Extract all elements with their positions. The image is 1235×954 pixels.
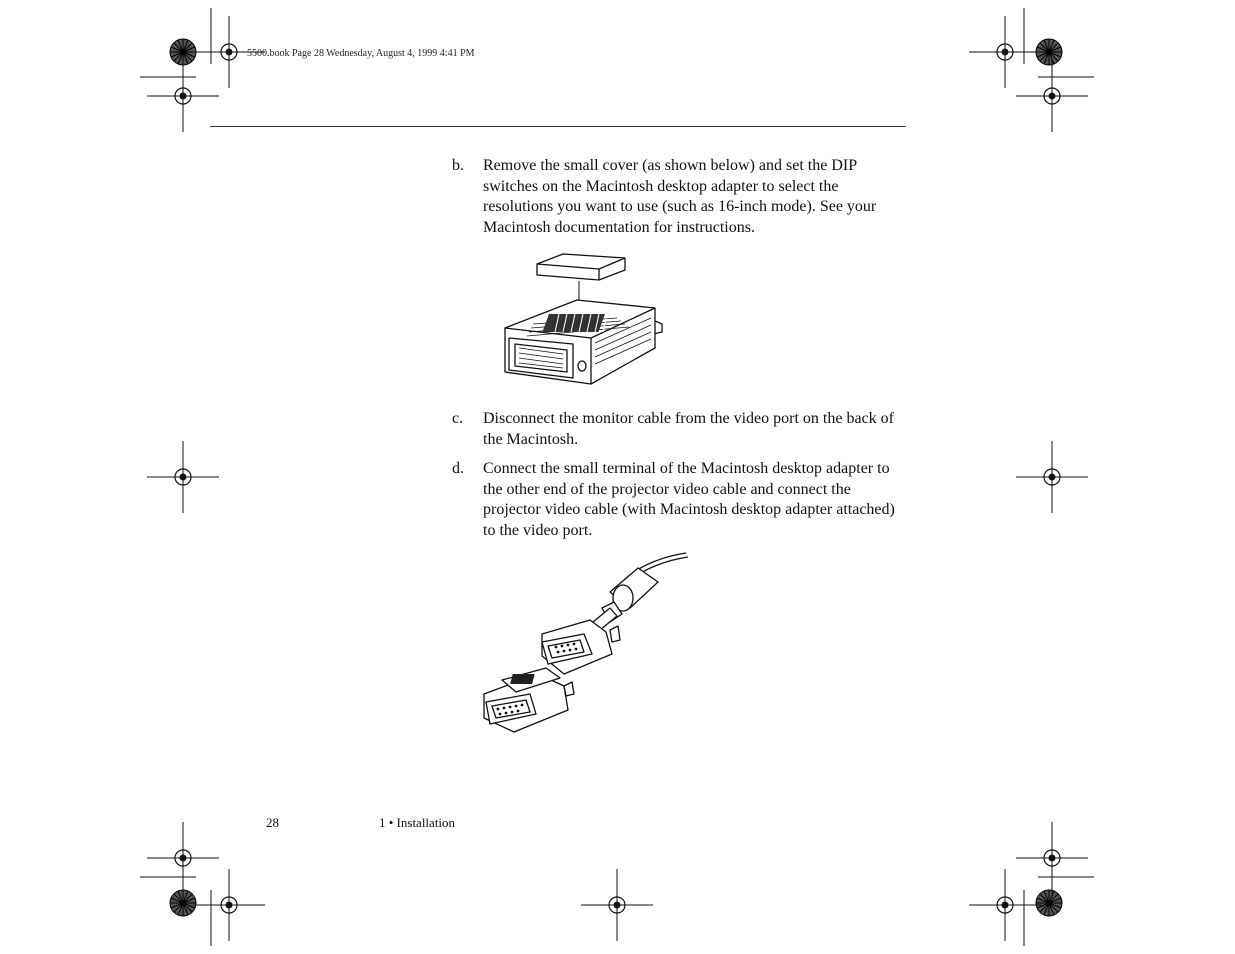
crosshair-mark	[147, 60, 219, 132]
chapter-footer: 1 • Installation	[379, 815, 456, 830]
print-slug: 5500.book Page 28 Wednesday, August 4, 1999 4:41 PM	[247, 48, 475, 59]
crosshair-mark	[1016, 822, 1088, 894]
step-label: c.	[452, 410, 464, 427]
step-label: d.	[452, 460, 464, 477]
dip-switch-adapter-illustration	[495, 248, 675, 390]
crosshair-mark	[581, 869, 653, 941]
crosshair-mark	[147, 441, 219, 513]
crosshair-mark	[969, 16, 1041, 88]
step-text: Disconnect the monitor cable from the video port on the back of the Macintosh.	[483, 410, 894, 448]
crosshair-mark	[969, 869, 1041, 941]
cable-adapter-illustration	[476, 550, 696, 736]
page-number: 28	[266, 815, 279, 830]
crosshair-mark	[1016, 441, 1088, 513]
header-rule	[210, 126, 906, 127]
step-text: Connect the small terminal of the Macintosh desktop adapter to the other end of the projector video cable and connect the projector video cable (with Macintosh desktop adapter attached) to the video port.	[483, 460, 895, 539]
step-label: b.	[452, 157, 464, 174]
crosshair-mark	[147, 822, 219, 894]
color-target-bottom-right	[1036, 890, 1062, 916]
crosshair-mark	[1016, 60, 1088, 132]
step-text: Remove the small cover (as shown below) and set the DIP switches on the Macintosh desktop adapter to select the resolutions you want to use (such as 16-inch mode). See your Macintosh documentation for instructions.	[483, 157, 877, 236]
crosshair-mark	[193, 869, 265, 941]
